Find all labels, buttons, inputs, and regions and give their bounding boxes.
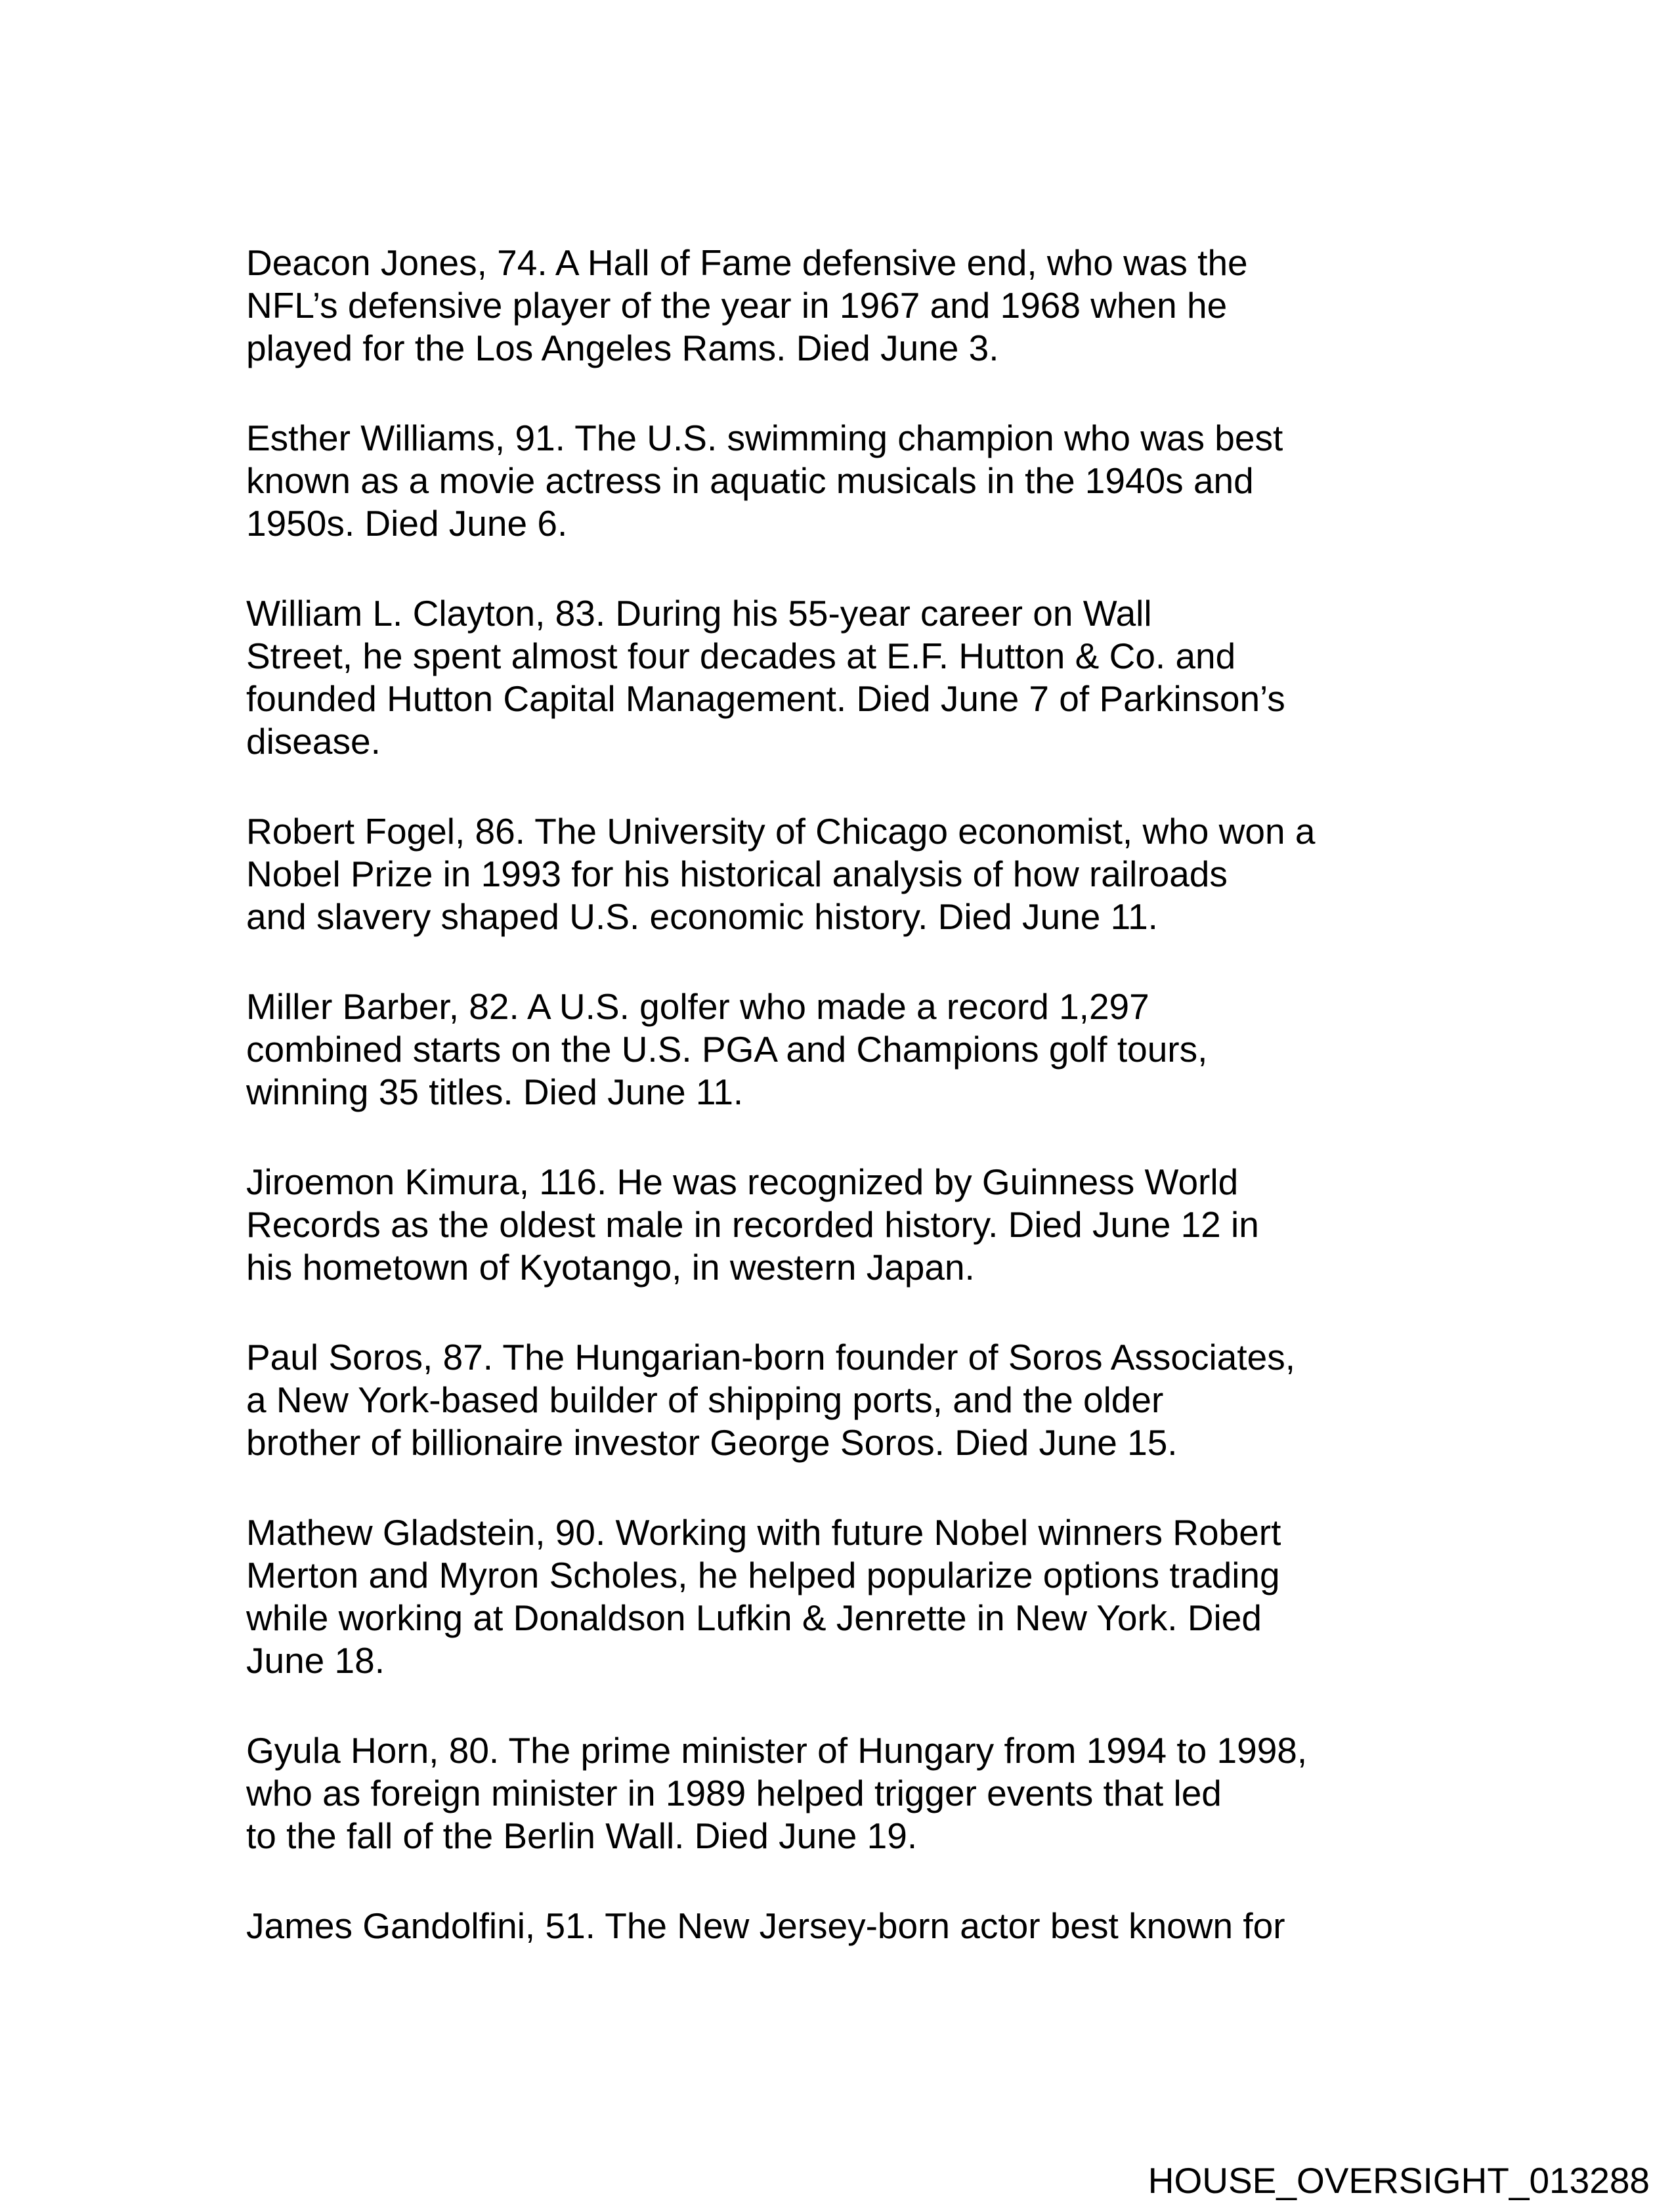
text-line: Jiroemon Kimura, 116. He was recognized by Guinness World (246, 1161, 1239, 1202)
text-line: who as foreign minister in 1989 helped trigger events that led (246, 1773, 1222, 1813)
text-line: Gyula Horn, 80. The prime minister of Hungary from 1994 to 1998, (246, 1730, 1308, 1771)
text-line: Deacon Jones, 74. A Hall of Fame defensive end, who was the (246, 242, 1248, 283)
text-line: Nobel Prize in 1993 for his historical analysis of how railroads (246, 854, 1228, 894)
obituary-text-block (246, 242, 1315, 1947)
text-line: Paul Soros, 87. The Hungarian-born founder of Soros Associates, (246, 1337, 1295, 1377)
text-line: played for the Los Angeles Rams. Died June 3. (246, 328, 999, 368)
text-line: Records as the oldest male in recorded history. Died June 12 in (246, 1204, 1259, 1245)
text-line: while working at Donaldson Lufkin & Jenrette in New York. Died (246, 1597, 1262, 1638)
text-line: Merton and Myron Scholes, he helped popularize options trading (246, 1555, 1280, 1595)
text-line: and slavery shaped U.S. economic history. Died June 11. (246, 896, 1158, 937)
text-line: disease. (246, 721, 381, 762)
text-line: Street, he spent almost four decades at E.F. Hutton & Co. and (246, 636, 1236, 676)
paragraph (246, 592, 1315, 763)
text-line: known as a movie actress in aquatic musicals in the 1940s and (246, 460, 1254, 501)
text-line: June 18. (246, 1640, 385, 1681)
text-line: William L. Clayton, 83. During his 55-year career on Wall (246, 593, 1152, 634)
text-line: combined starts on the U.S. PGA and Champions golf tours, (246, 1029, 1208, 1070)
paragraph (246, 1336, 1315, 1464)
paragraph (246, 1729, 1315, 1857)
text-line: NFL’s defensive player of the year in 1967 and 1968 when he (246, 285, 1228, 326)
text-line: Mathew Gladstein, 90. Working with future Nobel winners Robert (246, 1512, 1281, 1553)
text-line: founded Hutton Capital Management. Died June 7 of Parkinson’s (246, 678, 1285, 719)
bates-number: HOUSE_OVERSIGHT_013288 (1148, 2160, 1650, 2201)
text-line: Esther Williams, 91. The U.S. swimming champion who was best (246, 418, 1283, 458)
paragraph (246, 810, 1315, 938)
paragraph (246, 417, 1315, 545)
text-line: Miller Barber, 82. A U.S. golfer who made a record 1,297 (246, 986, 1149, 1027)
text-line: James Gandolfini, 51. The New Jersey-born actor best known for (246, 1905, 1285, 1946)
text-line: winning 35 titles. Died June 11. (246, 1072, 744, 1112)
text-line: to the fall of the Berlin Wall. Died June 19. (246, 1815, 918, 1856)
text-line: 1950s. Died June 6. (246, 503, 568, 544)
text-line: a New York-based builder of shipping ports, and the older (246, 1379, 1164, 1420)
paragraph (246, 242, 1315, 370)
paragraph (246, 1511, 1315, 1682)
paragraph (246, 1905, 1315, 1947)
text-line: brother of billionaire investor George Soros. Died June 15. (246, 1422, 1178, 1463)
text-line: Robert Fogel, 86. The University of Chicago economist, who won a (246, 811, 1316, 852)
paragraph (246, 1161, 1315, 1289)
paragraph (246, 986, 1315, 1114)
text-line: his hometown of Kyotango, in western Japan. (246, 1247, 975, 1288)
